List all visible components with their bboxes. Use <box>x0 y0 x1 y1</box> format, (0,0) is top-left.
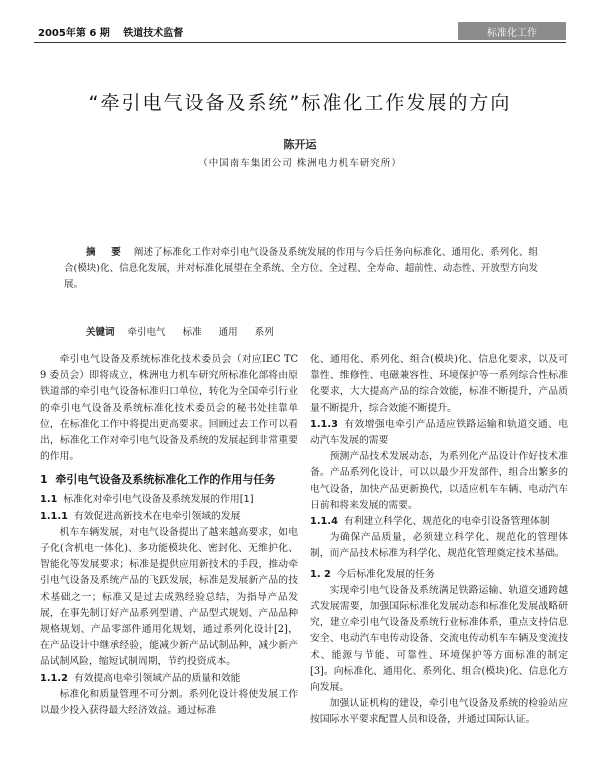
keyword: 标准 <box>182 327 202 338</box>
subsection-number: 1.1.2 <box>40 672 68 684</box>
subsection-1-1-3-heading <box>310 417 568 449</box>
article-author: 陈开运 <box>283 138 317 151</box>
section-title: 牵引电气设备及系统标准化工作的作用与任务 <box>55 473 276 487</box>
subsection-title: 有效增强电牵引产品适应铁路运输和轨道交通、电动汽车发展的需要 <box>310 418 568 447</box>
left-column <box>40 352 298 719</box>
abstract <box>64 245 538 293</box>
right-column <box>310 352 568 729</box>
subsection-number: 1. 2 <box>310 568 331 580</box>
subsection-number: 1.1.3 <box>310 418 338 430</box>
keyword: 系列 <box>254 327 274 338</box>
body-paragraph: 预测产品技术发展动态，为系列化产品设计作好技术准备。产品系列化设计，可以以最少开发部件，组合出繁多的电气设备，加快产品更新换代，以适应机车车辆、电动汽车日前和将来发展的需要。 <box>310 451 568 511</box>
subsection-1-2-heading <box>310 567 568 583</box>
body-paragraph: 实现牵引电气设备及系统满足铁路运输、轨道交通跨越式发展需要，加强国际标准化发展动态和标准化发展战略研究，建立牵引电气设备及系统行业标准体系，重点支持信息安全、电动汽车电传动设备、交流电传动机车车辆及变流技术、能源与节能、可靠性、环境保护等方面标准的制定[3]。向标准化、通用化、系列化、组合(模块)化、信息化方向发展。 <box>310 584 568 694</box>
article-title: “牵引电气设备及系统”标准化工作发展的方向 <box>88 92 512 114</box>
subsection-number: 1.1.4 <box>310 516 338 528</box>
issue-number: 2005年第 6 期 <box>38 28 110 39</box>
abstract-label: 摘 要 <box>86 247 124 258</box>
subsection-1-1-2-heading <box>40 671 298 687</box>
body-paragraph: 机车车辆发展，对电气设备提出了越来越高要求，如电子化(含机电一体化)、多功能模块化、密封化、无维护化、智能化等发展要求；标准是提供应用新技术的手段，推动牵引电气设备及系统产品的飞跃发展，标准是发展新产品的技术基础之一；标准又是过去成熟经验总结，为指导产品发展，在事先制订好产品系列型谱、产品型式规划、产品品种规格规划、产品零部件通用化规划，通过系列化设计[2]，在产品设计中继承经验，能减少新产品试制品种，减少新产品试制风险，缩短试制周期，节约投资成本。 <box>40 526 298 668</box>
header-rule <box>34 42 566 43</box>
subsection-number: 1.1 <box>40 494 58 506</box>
body-paragraph: 标准化和质量管理不可分割。系列化设计将使发展工作以最少投入获得最大经济效益。通过标准 <box>40 688 298 717</box>
running-header <box>34 22 566 42</box>
subsection-title: 有利建立科学化、规范化的电牵引设备管理体制 <box>343 516 550 528</box>
subsection-title: 标准化对牵引电气设备及系统发展的作用[1] <box>63 494 254 506</box>
subsection-title: 有效促进高新技术在电牵引领域的发展 <box>73 510 241 522</box>
section-1-heading <box>40 471 298 488</box>
section-number: 1 <box>40 473 48 487</box>
journal-name: 铁道技术监督 <box>123 28 184 39</box>
keyword: 牵引电气 <box>127 327 166 338</box>
keywords <box>86 324 536 338</box>
body-paragraph: 为确保产品质量，必须建立科学化、规范化的管理体制，而产品技术标准为科学化、规范化管理奠定技术基础。 <box>310 532 568 560</box>
author-affiliation: （中国南车集团公司 株洲电力机车研究所） <box>198 158 402 169</box>
subsection-title: 今后标准化发展的任务 <box>336 568 435 580</box>
intro-paragraph: 牵引电气设备及系统标准化技术委员会（对应IEC TC 9 委员会）即将成立，株洲电力机车研究所标准化部将由原铁道部的牵引电气设备标准归口单位，转化为全国牵引行业的牵引电气设备及系统标准化技术委员会的秘书处挂靠单位，在标准化工作中将提出更高要求。回顾过去工作可以看出，标准化工作对牵引电气设备及系统的发展起到非常重要的作用。 <box>40 354 298 463</box>
body-paragraph: 化、通用化、系列化、组合(模块)化、信息化要求，以及可靠性、维修性、电磁兼容性、环境保护等一系列综合性标准化要求，大大提高产品的综合效能，标准不断提升，产品质量不断提升，综合效能不断提升。 <box>310 354 568 414</box>
subsection-1-1-4-heading <box>310 514 568 530</box>
journal-info <box>38 24 183 39</box>
body-paragraph: 加强认证机构的建设，牵引电气设备及系统的检验站应按国际水平要求配置人员和设备，并通过国际认证。 <box>310 698 568 726</box>
keyword: 通用 <box>218 327 238 338</box>
subsection-number: 1.1.1 <box>40 510 68 522</box>
abstract-text: 阐述了标准化工作对牵引电气设备及系统发展的作用与今后任务向标准化、通用化、系列化、组合(模块)化、信息化发展，并对标准化展望在全系统、全方位、全过程、全寿命、超前性、动态性、开放型方向发展。 <box>64 247 538 290</box>
subsection-title: 有效提高电牵引领域产品的质量和效能 <box>73 672 241 684</box>
section-tag: 标准化工作 <box>458 22 566 40</box>
subsection-1-1-1-heading <box>40 509 298 525</box>
subsection-1-1-heading <box>40 492 298 508</box>
keywords-label: 关键词 <box>86 327 115 338</box>
